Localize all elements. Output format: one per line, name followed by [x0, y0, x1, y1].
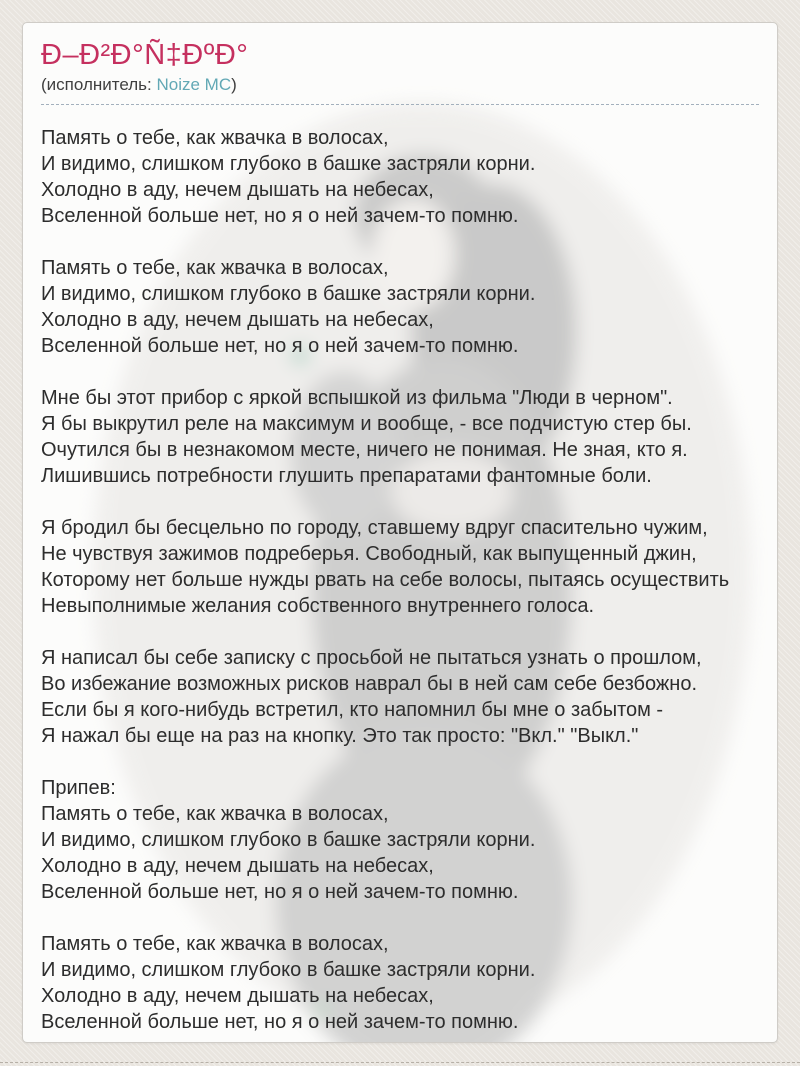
artist-line [41, 75, 759, 105]
lyrics-line: Вселенной больше нет, но я о ней зачем-то помню. [41, 881, 519, 904]
song-header [41, 40, 759, 105]
lyrics-line: Мне бы этот прибор с яркой вспышкой из фильма "Люди в черном". [41, 387, 673, 410]
lyrics-line: И видимо, слишком глубоко в башке застряли корни. [41, 153, 536, 176]
lyrics-line: Холодно в аду, нечем дышать на небесах, [41, 855, 434, 878]
lyrics-line: Я бы выкрутил реле на максимум и вообще, - все подчистую стер бы. [41, 413, 692, 436]
stanza [41, 125, 759, 229]
lyrics-line: Во избежание возможных рисков наврал бы в ней сам себе безбожно. [41, 673, 697, 696]
lyrics-line: Очутился бы в незнакомом месте, ничего не понимая. Не зная, кто я. [41, 439, 688, 462]
lyrics-line: Память о тебе, как жвачка в волосах, [41, 257, 389, 280]
stanza [41, 645, 759, 749]
lyrics-line: И видимо, слишком глубоко в башке застряли корни. [41, 959, 536, 982]
lyrics-line: Холодно в аду, нечем дышать на небесах, [41, 985, 434, 1008]
artist-line-prefix: (исполнитель: [41, 75, 157, 95]
lyrics-section [41, 125, 759, 1035]
lyrics-line: Я написал бы себе записку с просьбой не пытаться узнать о прошлом, [41, 647, 702, 670]
lyrics-line: Память о тебе, как жвачка в волосах, [41, 803, 389, 826]
lyrics-line: Память о тебе, как жвачка в волосах, [41, 933, 389, 956]
lyrics-line: Не чувствуя зажимов подреберья. Свободный, как выпущенный джин, [41, 543, 697, 566]
lyrics-line: Вселенной больше нет, но я о ней зачем-то помню. [41, 1011, 519, 1034]
lyrics-line: Вселенной больше нет, но я о ней зачем-то помню. [41, 205, 519, 228]
page-title: Ð–Ð²Ð°Ñ‡ÐºÐ° [41, 39, 249, 71]
lyrics-line: Память о тебе, как жвачка в волосах, [41, 127, 389, 150]
artist-line-suffix: ) [231, 75, 237, 95]
stanza [41, 255, 759, 359]
stanza [41, 385, 759, 489]
lyrics-line: Невыполнимые желания собственного внутреннего голоса. [41, 595, 595, 618]
lyrics-card [22, 22, 778, 1043]
lyrics-line: И видимо, слишком глубоко в башке застряли корни. [41, 283, 536, 306]
lyrics-line: Холодно в аду, нечем дышать на небесах, [41, 309, 434, 332]
lyrics-line: Холодно в аду, нечем дышать на небесах, [41, 179, 434, 202]
stanza [41, 931, 759, 1035]
lyrics-line: И видимо, слишком глубоко в башке застряли корни. [41, 829, 536, 852]
lyrics-line: Которому нет больше нужды рвать на себе волосы, пытаясь осуществить [41, 569, 730, 592]
lyrics-line: Вселенной больше нет, но я о ней зачем-то помню. [41, 335, 519, 358]
stanza [41, 515, 759, 619]
lyrics-line: Если бы я кого-нибудь встретил, кто напомнил бы мне о забытом - [41, 699, 664, 722]
lyrics-line: Я бродил бы бесцельно по городу, ставшему вдруг спасительно чужим, [41, 517, 708, 540]
page-bottom-divider [0, 1062, 800, 1063]
lyrics-line: Лишившись потребности глушить препаратами фантомные боли. [41, 465, 652, 488]
lyrics-line: Я нажал бы еще на раз на кнопку. Это так просто: "Вкл." "Выкл." [41, 725, 639, 748]
artist-link[interactable]: Noize MC [156, 75, 232, 95]
lyrics-line: Припев: [41, 777, 116, 800]
stanza [41, 775, 759, 905]
